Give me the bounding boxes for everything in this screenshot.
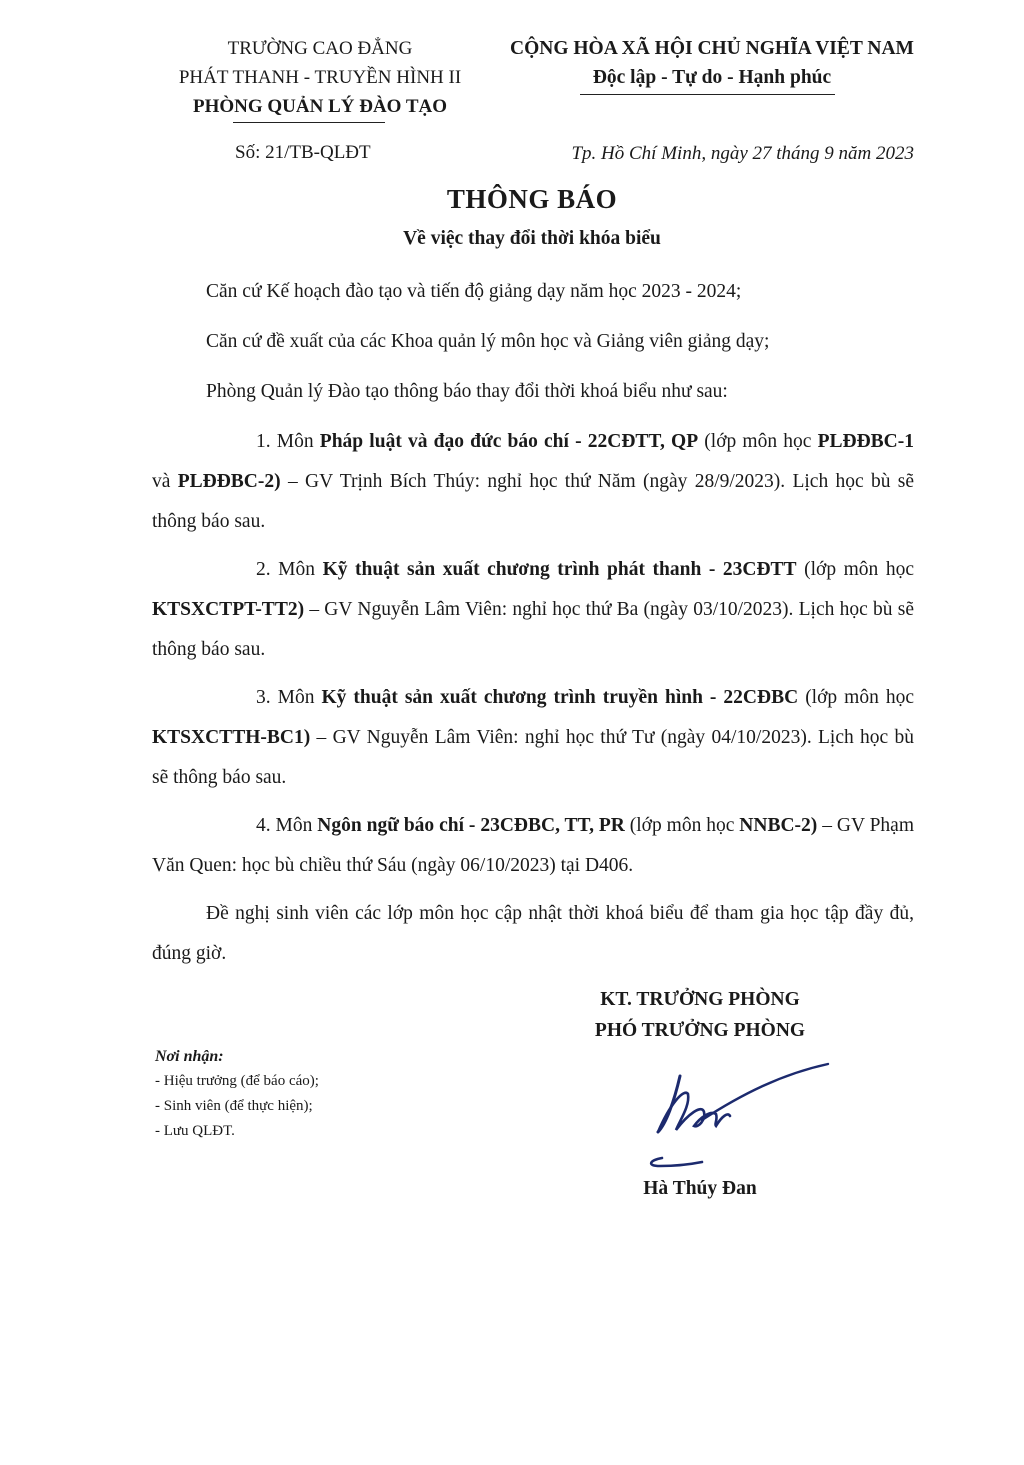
national-motto: Độc lập - Tự do - Hạnh phúc bbox=[592, 67, 832, 88]
item-course: Ngôn ngữ báo chí - 23CĐBC, TT, PR bbox=[317, 815, 625, 836]
signature-title bbox=[560, 984, 840, 1046]
item-text: (lớp môn học bbox=[798, 687, 914, 708]
national-header bbox=[470, 34, 954, 92]
item-course: Kỹ thuật sản xuất chương trình phát thanh - 23CĐTT bbox=[322, 559, 797, 580]
department-name: PHÒNG QUẢN LÝ ĐÀO TẠO bbox=[192, 96, 448, 117]
item-class-code: KTSXCTTH-BC1) bbox=[152, 727, 311, 748]
preamble-line: Phòng Quản lý Đào tạo thông báo thay đổi thời khoá biểu như sau: bbox=[206, 381, 728, 402]
recipient-line: - Hiệu trưởng (để báo cáo); bbox=[155, 1073, 319, 1089]
document-subtitle: Về việc thay đổi thời khóa biểu bbox=[403, 228, 661, 249]
item-text: 1. Môn bbox=[256, 431, 320, 452]
recipient-line: - Lưu QLĐT. bbox=[155, 1123, 235, 1139]
item-text: – GV Phạm Văn Quen: học bù chiều thứ Sáu (ngày 06/10/2023) tại D406. bbox=[152, 815, 915, 876]
item-text: 2. Môn bbox=[256, 559, 323, 580]
item-class-code: KTSXCTPT-TT2) bbox=[152, 599, 305, 620]
closing-paragraph: Đề nghị sinh viên các lớp môn học cập nhật thời khoá biểu để tham gia học tập đầy đủ, đúng giờ. bbox=[152, 903, 914, 964]
signature-title-line-2: PHÓ TRƯỞNG PHÒNG bbox=[594, 1020, 806, 1041]
preamble-line: Căn cứ đề xuất của các Khoa quản lý môn học và Giảng viên giảng dạy; bbox=[206, 331, 770, 352]
document-date: Tp. Hồ Chí Minh, ngày 27 tháng 9 năm 2023 bbox=[571, 143, 914, 164]
item-text: và bbox=[152, 471, 178, 492]
org-line-2: PHÁT THANH - TRUYỀN HÌNH II bbox=[178, 67, 462, 88]
handwritten-signature bbox=[632, 1054, 832, 1174]
nation-title: CỘNG HÒA XÃ HỘI CHỦ NGHĨA VIỆT NAM bbox=[510, 38, 914, 59]
document-body bbox=[152, 272, 914, 984]
item-text: (lớp môn học bbox=[624, 815, 740, 836]
item-class-code: PLĐĐBC-2) bbox=[177, 471, 281, 492]
signature-title-line-1: KT. TRƯỞNG PHÒNG bbox=[600, 989, 800, 1010]
schedule-item-2 bbox=[152, 550, 914, 670]
item-text: – GV Trịnh Bích Thúy: nghỉ học thứ Năm (ngày 28/9/2023). Lịch học bù sẽ thông báo sau. bbox=[152, 471, 915, 532]
recipients-block bbox=[155, 1044, 319, 1144]
item-class-code: PLĐĐBC-1 bbox=[817, 431, 914, 452]
schedule-item-1 bbox=[152, 422, 914, 542]
header-right-divider bbox=[580, 94, 835, 95]
item-class-code: NNBC-2) bbox=[739, 815, 818, 836]
document-number: Số: 21/TB-QLĐT bbox=[235, 142, 371, 163]
item-text: – GV Nguyễn Lâm Viên: nghỉ học thứ Ba (ngày 03/10/2023). Lịch học bù sẽ thông báo sau. bbox=[152, 599, 914, 660]
item-course: Kỹ thuật sản xuất chương trình truyền hình - 22CĐBC bbox=[321, 687, 799, 708]
issuing-organization bbox=[140, 34, 500, 121]
item-text: (lớp môn học bbox=[698, 431, 818, 452]
item-text: 4. Môn bbox=[256, 815, 318, 836]
recipient-line: - Sinh viên (để thực hiện); bbox=[155, 1098, 313, 1114]
item-text: – GV Nguyễn Lâm Viên: nghỉ học thứ Tư (ngày 04/10/2023). Lịch học bù sẽ thông báo sau. bbox=[152, 727, 914, 788]
item-text: 3. Môn bbox=[256, 687, 322, 708]
schedule-item-4 bbox=[152, 806, 914, 886]
schedule-item-3 bbox=[152, 678, 914, 798]
item-text: (lớp môn học bbox=[796, 559, 915, 580]
item-course: Pháp luật và đạo đức báo chí - 22CĐTT, QP bbox=[319, 431, 699, 452]
recipients-title: Nơi nhận: bbox=[155, 1048, 224, 1065]
document-title: THÔNG BÁO bbox=[446, 184, 618, 214]
header-left-divider bbox=[233, 122, 385, 123]
preamble-line: Căn cứ Kế hoạch đào tạo và tiến độ giảng dạy năm học 2023 - 2024; bbox=[206, 281, 742, 302]
signer-name: Hà Thúy Đan bbox=[643, 1178, 757, 1199]
org-line-1: TRƯỜNG CAO ĐẲNG bbox=[227, 38, 413, 59]
